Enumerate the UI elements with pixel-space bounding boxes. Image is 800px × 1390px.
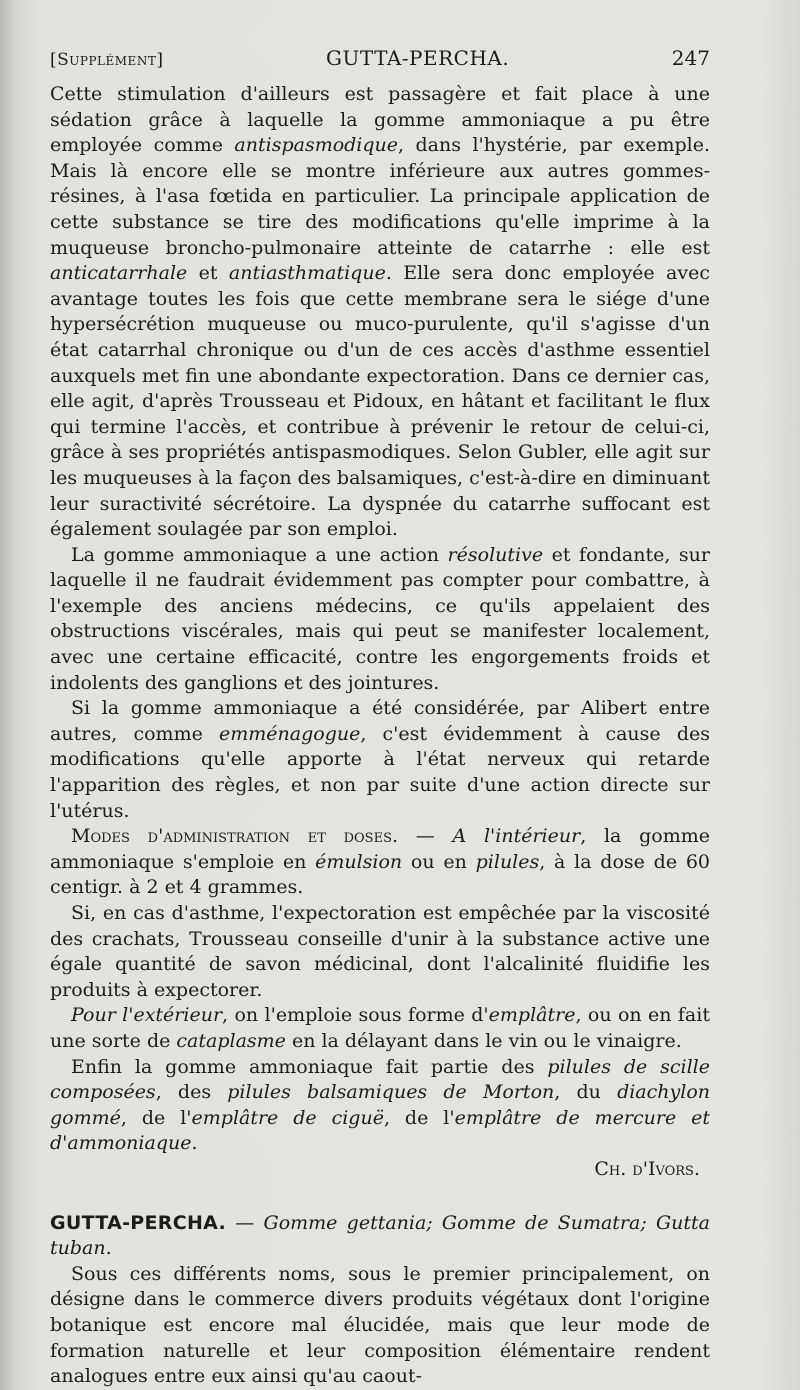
paragraph-resolutive bbox=[50, 543, 710, 697]
text-run: ou en bbox=[402, 850, 476, 873]
italic-term: pilules bbox=[475, 850, 540, 873]
italic-term: résolutive bbox=[447, 543, 544, 566]
text-run: . bbox=[191, 1132, 198, 1155]
entry-heading bbox=[50, 1211, 710, 1262]
page-number: 247 bbox=[671, 46, 710, 70]
text-run: , du bbox=[554, 1081, 618, 1104]
paragraph-asthme bbox=[50, 901, 710, 1003]
article-gutta-percha bbox=[50, 1211, 710, 1390]
text-run: , la gomme ammoniaque s'emploie en bbox=[50, 825, 710, 873]
paragraph-exterieur bbox=[50, 1003, 710, 1054]
italic-term: pilules de scille composées bbox=[50, 1055, 710, 1104]
running-head bbox=[50, 46, 710, 76]
text-run: , à la dose de 60 centigr. à 2 et 4 grammes. bbox=[50, 850, 711, 899]
entry-title: GUTTA-PERCHA. bbox=[50, 1211, 227, 1234]
italic-term: emplâtre bbox=[488, 1004, 576, 1027]
synonyms: Gomme gettania; Gomme de Sumatra; Gutta tuban bbox=[50, 1211, 710, 1260]
running-head-title: GUTTA-PERCHA. bbox=[326, 46, 510, 70]
italic-term: emplâtre de ciguë bbox=[191, 1106, 384, 1129]
paragraph-preparations bbox=[50, 1055, 710, 1157]
italic-term: A l'intérieur bbox=[452, 825, 581, 848]
italic-term: antispasmodique bbox=[234, 134, 399, 157]
text-run: , de l' bbox=[383, 1106, 455, 1129]
author-signature: Ch. d'Ivors. bbox=[594, 1157, 700, 1180]
text-run: , on l'emploie sous forme d' bbox=[222, 1004, 489, 1027]
paragraph-definition bbox=[50, 1262, 710, 1390]
text-run: , des bbox=[155, 1081, 228, 1104]
paragraph-emmenagogue bbox=[50, 696, 710, 824]
text-run: Cette stimulation d'ailleurs est passagère et fait place à une sédation grâce à laquelle la gomme ammoniaque a pu être employée comme bbox=[50, 83, 710, 157]
text-run: , dans l'hystérie, par exemple. Mais là encore elle se montre inférieure aux autres gommes-résines, à l'asa fœtida en particulier. La principale application de cette substance se tire des modifications qu'elle imprime à la muqueuse broncho-pulmonaire atteinte de catarrhe : elle est bbox=[50, 134, 710, 259]
text-run: Si, en cas d'asthme, l'expectoration est empêchée par la viscosité des crachats, Trousseau conseille d'unir à la substance active une égale quantité de savon médicinal, dont l'alcalinité fluidifie les produits à expectorer. bbox=[50, 902, 710, 1001]
text-run: , c'est évidemment à cause des modifications qu'elle apporte à l'état nerveux qui retarde l'apparition des règles, et non par suite d'une action directe sur l'utérus. bbox=[50, 722, 710, 822]
text-run: — bbox=[398, 825, 453, 848]
italic-term: cataplasme bbox=[176, 1029, 286, 1052]
text-run: et bbox=[187, 262, 229, 285]
text-run: — bbox=[226, 1211, 264, 1234]
text-run: Enfin la gomme ammoniaque fait partie des bbox=[71, 1055, 548, 1078]
paragraph-stimulation bbox=[50, 82, 710, 543]
section-label: Modes d'administration et doses. bbox=[71, 825, 399, 848]
italic-term: anticatarrhale bbox=[50, 262, 188, 285]
text-run: , ou on en fait une sorte de bbox=[50, 1004, 710, 1052]
running-head-section: [Supplément] bbox=[50, 50, 164, 70]
italic-term: pilules balsamiques de Morton bbox=[227, 1081, 555, 1104]
text-run: en la délayant dans le vin ou le vinaigre. bbox=[285, 1029, 682, 1052]
text-run: La gomme ammoniaque a une action bbox=[71, 543, 448, 566]
article-gomme-ammoniaque bbox=[50, 82, 710, 1183]
text-run: Sous ces différents noms, sous le premier principalement, on désigne dans le commerce divers produits végétaux dont l'origine botanique est encore mal élucidée, mais que leur mode de formation naturelle et leur composition élémentaire rendent analogues entre eux ainsi qu'au caout- bbox=[50, 1262, 710, 1388]
italic-term: Pour l'extérieur bbox=[71, 1004, 223, 1027]
text-run: , de l' bbox=[120, 1106, 192, 1129]
text-run: et fondante, sur laquelle il ne faudrait évidemment pas compter pour combattre, à l'exemple des anciens médecins, ce qu'ils appelaient des obstructions viscérales, mais qui peut se manifester localement, avec une certaine efficacité, contre les engorgements froids et indolents des ganglions et des jointures. bbox=[50, 543, 710, 694]
text-run: . Elle sera donc employée avec avantage toutes les fois que cette membrane sera le siége d'une hypersécrétion muqueuse ou muco-purulente, qu'il s'agisse d'un état catarrhal chronique ou d'un de ces accès d'asthme essentiel auxquels met fin une abondante expectoration. Dans ce dernier cas, elle agit, d'après Trousseau et Pidoux, en hâtant et facilitant le flux qui termine l'accès, et contribue à prévenir le retour de celui-ci, grâce à ses propriétés antispasmodiques. Selon Gubler, elle agit sur les muqueuses à la façon des balsamiques, c'est-à-dire en diminuant leur suractivité sécrétoire. La dyspnée du catarrhe suffocant est également soulagée par son emploi. bbox=[50, 262, 710, 541]
italic-term: antiasthmatique bbox=[228, 262, 386, 285]
italic-term: emplâtre de mercure et d'ammoniaque bbox=[50, 1106, 711, 1155]
paragraph-modes-administration bbox=[50, 824, 710, 901]
italic-term: emménagogue bbox=[219, 722, 361, 745]
page bbox=[50, 46, 710, 1390]
text-run: Si la gomme ammoniaque a été considérée, par Alibert entre autres, comme bbox=[50, 697, 710, 745]
italic-term: émulsion bbox=[315, 850, 403, 873]
text-run: . bbox=[105, 1237, 112, 1260]
italic-term: diachylon gommé bbox=[50, 1081, 710, 1129]
